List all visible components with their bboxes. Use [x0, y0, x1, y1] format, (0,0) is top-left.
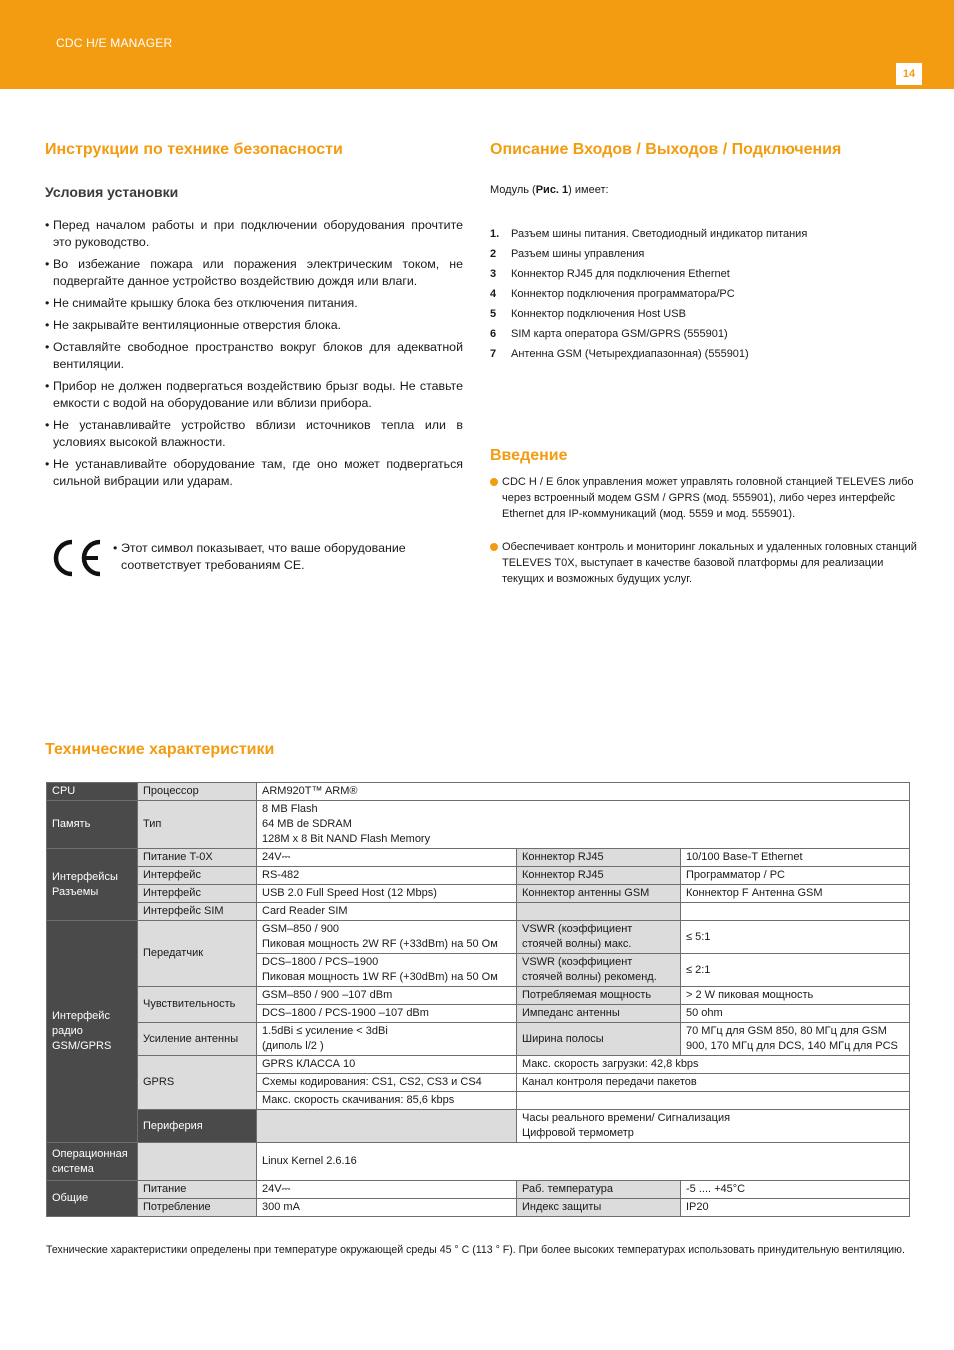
item-text: Коннектор подключения программатора/PC	[511, 288, 735, 300]
value-cell: 50 ohm	[681, 1005, 910, 1023]
safety-bullet: • Перед началом работы и при подключении оборудования прочтите это руководство.	[45, 217, 463, 251]
value-cell: GPRS КЛАССА 10	[257, 1056, 517, 1074]
list-item	[490, 304, 910, 324]
list-item	[490, 264, 910, 284]
table-row	[47, 1056, 910, 1074]
value-line: 64 MB de SDRAM	[262, 818, 352, 830]
label-cell: Процессор	[138, 783, 257, 801]
item-text: Коннектор RJ45 для подключения Ethernet	[511, 268, 730, 280]
value-line: 8 MB Flash	[262, 803, 318, 815]
value-cell	[257, 1023, 517, 1056]
ce-mark-icon	[48, 538, 104, 578]
bullet-dot-icon	[490, 543, 498, 551]
figure-reference: Рис. 1	[535, 184, 569, 196]
ce-description: • Этот символ показывает, что ваше оборудование соответствует требованиям CE.	[113, 540, 471, 574]
table-row	[47, 987, 910, 1005]
table-row	[47, 1023, 910, 1056]
label-cell: Тип	[138, 801, 257, 849]
category-cell: Периферия	[138, 1110, 257, 1143]
table-row	[47, 885, 910, 903]
value-line: Цифровой термометр	[522, 1127, 634, 1139]
label-cell: Импеданс антенны	[517, 1005, 681, 1023]
category-cell: Память	[47, 801, 138, 849]
category-cell: Интерфейсы Разъемы	[47, 849, 138, 921]
safety-bullet: • Не закрывайте вентиляционные отверстия блока.	[45, 317, 463, 334]
label-cell: Интерфейс	[138, 867, 257, 885]
value-cell	[257, 921, 517, 954]
item-text: Разъем шины питания. Светодиодный индикатор питания	[511, 228, 808, 240]
label-cell: Потребляемая мощность	[517, 987, 681, 1005]
item-text: Коннектор подключения Host USB	[511, 308, 686, 320]
value-cell: Linux Kernel 2.6.16	[257, 1143, 910, 1181]
value-cell: 70 МГц для GSM 850, 80 МГц для GSM 900, 170 МГц для DCS, 140 МГц для PCS	[681, 1023, 910, 1056]
label-cell: Потребление	[138, 1199, 257, 1217]
label-cell: Раб. температура	[517, 1181, 681, 1199]
value-line: 128M x 8 Bit NAND Flash Memory	[262, 833, 431, 845]
label-cell: Коннектор антенны GSM	[517, 885, 681, 903]
value-cell	[517, 1110, 910, 1143]
label-cell: VSWR (коэффициент стоячей волны) рекоменд.	[517, 954, 681, 987]
item-number: 2	[490, 248, 497, 260]
table-row	[47, 867, 910, 885]
label-cell	[517, 903, 681, 921]
table-row	[47, 1143, 910, 1181]
item-text: SIM карта оператора GSM/GPRS (555901)	[511, 328, 728, 340]
table-row	[47, 1110, 910, 1143]
safety-bullets	[45, 217, 463, 495]
value-cell: GSM–850 / 900 –107 dBm	[257, 987, 517, 1005]
value-cell: USB 2.0 Full Speed Host (12 Mbps)	[257, 885, 517, 903]
value-line: (диполь l/2 )	[262, 1040, 324, 1052]
list-item	[490, 244, 910, 264]
specs-footnote: Технические характеристики определены при температуре окружающей среды 45 ° C (113 ° F). При более высоких температурах использовать принудительную вентиляцию.	[46, 1244, 905, 1256]
category-cell: Общие	[47, 1181, 138, 1217]
label-cell: Питание T-0X	[138, 849, 257, 867]
item-number: 5	[490, 308, 497, 320]
table-row	[47, 801, 910, 849]
module-intro	[490, 184, 609, 196]
value-cell: 24V⎓	[257, 1181, 517, 1199]
value-cell: Схемы кодирования: CS1, CS2, CS3 и CS4	[257, 1074, 517, 1092]
specs-title: Технические характеристики	[45, 741, 275, 758]
value-line: Пиковая мощность 2W RF (+33dBm) на 50 Ом	[262, 938, 498, 950]
list-item	[490, 324, 910, 344]
label-cell	[138, 1143, 257, 1181]
item-number: 1.	[490, 228, 500, 240]
module-intro-suffix: ) имеет:	[568, 184, 609, 196]
value-cell	[257, 954, 517, 987]
value-cell: -5 .... +45°C	[681, 1181, 910, 1199]
safety-bullet: • Прибор не должен подвергаться воздействию брызг воды. Не ставьте емкости с водой на оборудование или вблизи прибора.	[45, 378, 463, 412]
value-cell	[681, 903, 910, 921]
safety-bullet: • Во избежание пожара или поражения электрическим током, не подвергайте данное устройство воздействию дождя или влаги.	[45, 256, 463, 290]
specs-table	[46, 782, 910, 1217]
installation-subtitle: Условия установки	[45, 184, 179, 200]
value-line: GSM–850 / 900	[262, 923, 340, 935]
label-cell: Интерфейс SIM	[138, 903, 257, 921]
intro-paragraph	[490, 474, 922, 522]
intro-paragraph	[490, 539, 922, 587]
table-row	[47, 903, 910, 921]
label-cell: Коннектор RJ45	[517, 867, 681, 885]
value-cell: ≤ 2:1	[681, 954, 910, 987]
intro-title: Введение	[490, 447, 568, 464]
list-item	[490, 224, 910, 244]
value-cell: ARM920T™ ARM®	[257, 783, 910, 801]
header-title: CDC H/E MANAGER	[56, 36, 173, 50]
label-cell: Питание	[138, 1181, 257, 1199]
table-row	[47, 849, 910, 867]
value-cell: Макс. скорость загрузки: 42,8 kbps	[517, 1056, 910, 1074]
label-cell: Чувствительность	[138, 987, 257, 1023]
table-row	[47, 921, 910, 954]
value-line: Часы реального времени/ Сигнализация	[522, 1112, 731, 1124]
safety-bullet: • Не устанавливайте оборудование там, где оно может подвергаться сильной вибрации или ударам.	[45, 456, 463, 490]
intro-text: Обеспечивает контроль и мониторинг локальных и удаленных головных станций TELEVES T0X, выступает в качестве базовой платформы для реализации текущих и возможных будущих услуг.	[502, 541, 917, 585]
category-cell: Операционная система	[47, 1143, 138, 1181]
value-cell: Канал контроля передачи пакетов	[517, 1074, 910, 1092]
value-cell: DCS–1800 / PCS-1900 –107 dBm	[257, 1005, 517, 1023]
safety-bullet: • Не снимайте крышку блока без отключения питания.	[45, 295, 463, 312]
item-text: Антенна GSM (Четырехдиапазонная) (555901)	[511, 348, 749, 360]
safety-bullet: • Оставляйте свободное пространство вокруг блоков для адекватной вентиляции.	[45, 339, 463, 373]
value-cell: Макс. скорость скачивания: 85,6 kbps	[257, 1092, 517, 1110]
page-number: 14	[896, 63, 922, 85]
value-cell	[517, 1092, 910, 1110]
label-cell: GPRS	[138, 1056, 257, 1110]
safety-bullet: • Не устанавливайте устройство вблизи источников тепла или в условиях высокой влажности.	[45, 417, 463, 451]
item-number: 6	[490, 328, 497, 340]
value-cell: > 2 W пиковая мощность	[681, 987, 910, 1005]
table-row	[47, 1181, 910, 1199]
value-line: Пиковая мощность 1W RF (+30dBm) на 50 Ом	[262, 971, 498, 983]
value-line: 1.5dBi ≤ усиление < 3dBi	[262, 1025, 388, 1037]
value-cell	[257, 801, 910, 849]
category-cell: Интерфейс радио GSM/GPRS	[47, 921, 138, 1143]
value-cell: Card Reader SIM	[257, 903, 517, 921]
label-cell: Ширина полосы	[517, 1023, 681, 1056]
safety-title: Инструкции по технике безопасности	[45, 141, 343, 158]
bullet-dot-icon	[490, 478, 498, 486]
list-item	[490, 344, 910, 364]
intro-text: CDC H / E блок управления может управлять головной станцией TELEVES либо через встроенный модем GSM / GPRS (мод. 555901), либо через интерфейс Ethernet для IP-коммуникаций (мод. 5559 и мод. 555901).	[502, 476, 914, 520]
connector-list	[490, 224, 910, 364]
label-cell: Передатчик	[138, 921, 257, 987]
item-text: Разъем шины управления	[511, 248, 645, 260]
table-row	[47, 783, 910, 801]
label-cell: Индекс защиты	[517, 1199, 681, 1217]
label-cell: Коннектор RJ45	[517, 849, 681, 867]
label-cell	[257, 1110, 517, 1143]
value-cell: 24V⎓	[257, 849, 517, 867]
label-cell: VSWR (коэффициент стоячей волны) макс.	[517, 921, 681, 954]
page-header	[0, 0, 954, 89]
value-cell: IP20	[681, 1199, 910, 1217]
category-cell: CPU	[47, 783, 138, 801]
label-cell: Усиление антенны	[138, 1023, 257, 1056]
value-cell: ≤ 5:1	[681, 921, 910, 954]
value-cell: Программатор / PC	[681, 867, 910, 885]
module-intro-prefix: Модуль (	[490, 184, 536, 196]
value-cell: 10/100 Base-T Ethernet	[681, 849, 910, 867]
io-title: Описание Входов / Выходов / Подключения	[490, 141, 842, 158]
value-line: DCS–1800 / PCS–1900	[262, 956, 379, 968]
label-cell: Интерфейс	[138, 885, 257, 903]
value-cell: Коннектор F Антенна GSM	[681, 885, 910, 903]
item-number: 7	[490, 348, 497, 360]
item-number: 4	[490, 288, 497, 300]
value-cell: 300 mA	[257, 1199, 517, 1217]
list-item	[490, 284, 910, 304]
table-row	[47, 1199, 910, 1217]
item-number: 3	[490, 268, 497, 280]
value-cell: RS-482	[257, 867, 517, 885]
